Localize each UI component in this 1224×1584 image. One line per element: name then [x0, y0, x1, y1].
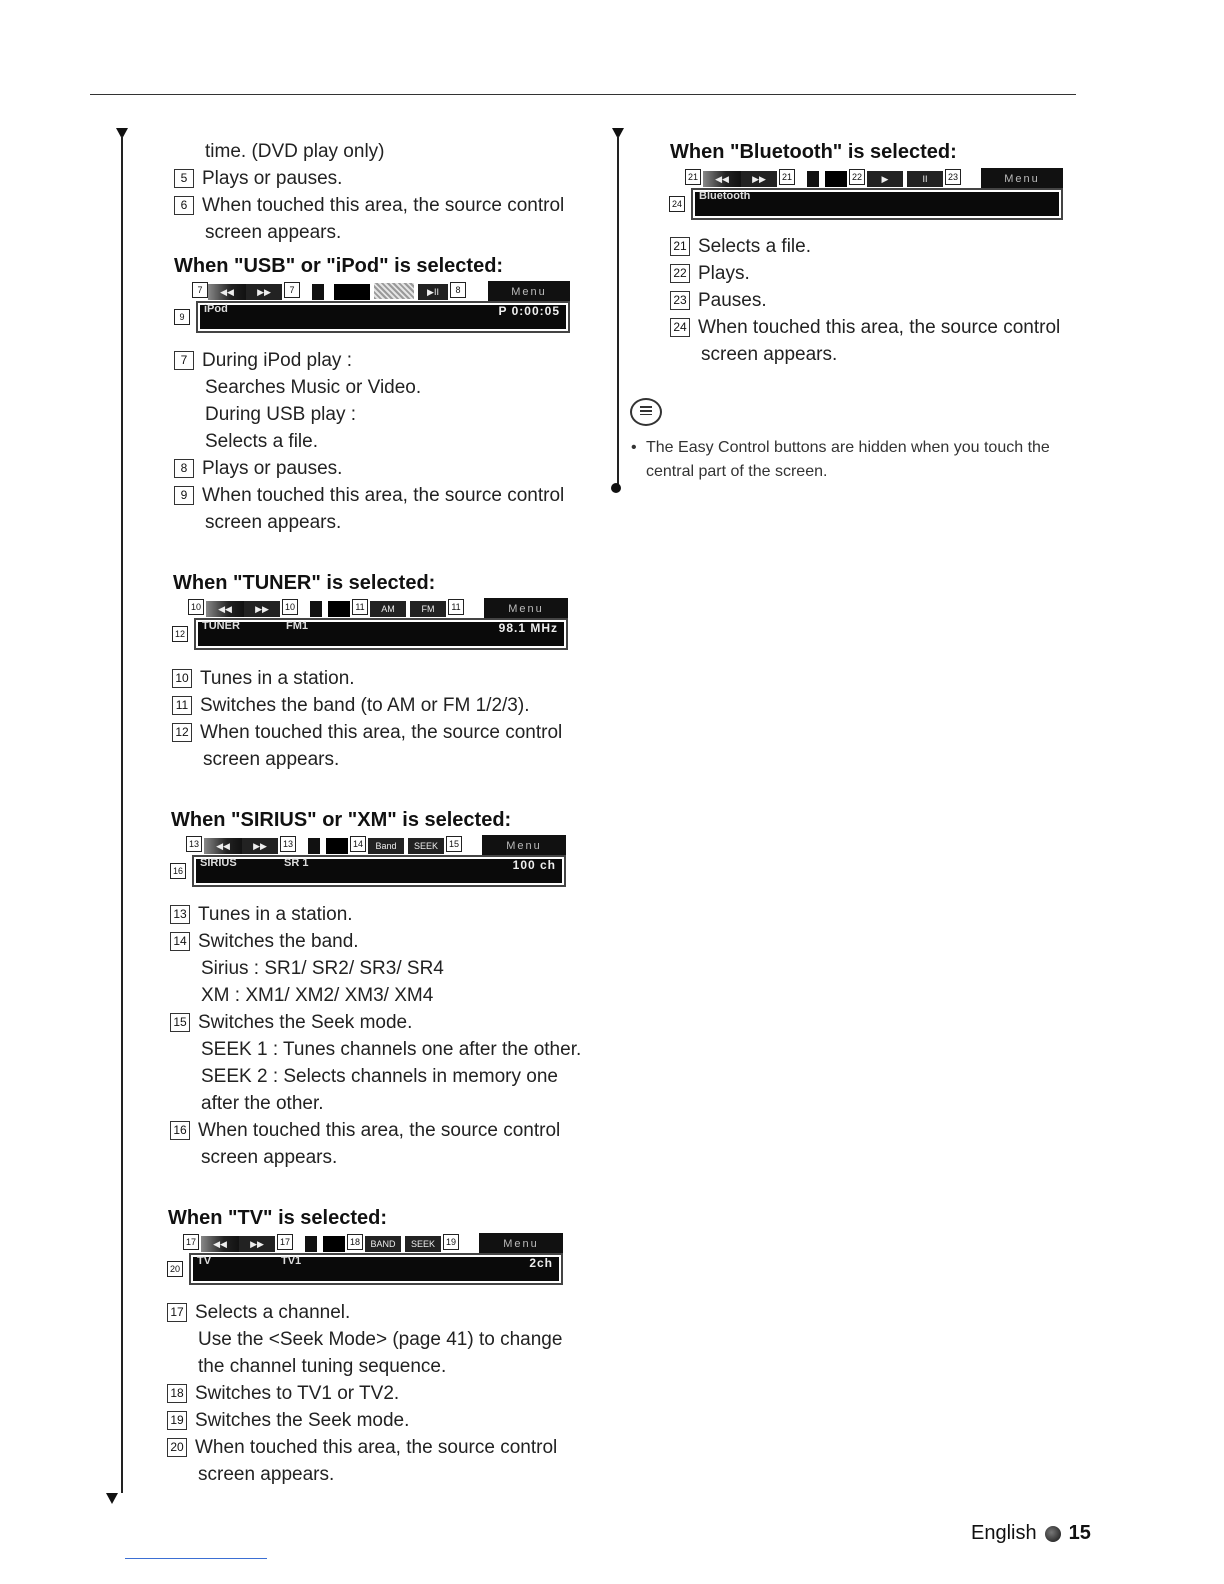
item-text-continued: Selects a file.	[205, 431, 318, 452]
item-number: 23	[670, 291, 690, 310]
source-control-area[interactable]	[194, 618, 568, 650]
callout-number: 13	[186, 836, 202, 852]
list-item	[170, 901, 353, 928]
item-text-continued: Sirius : SR1/ SR2/ SR3/ SR4	[201, 958, 444, 979]
item-number: 16	[170, 1121, 190, 1140]
callout-number: 13	[280, 836, 296, 852]
callout-number: 17	[277, 1234, 293, 1250]
callout-number: 22	[849, 169, 865, 185]
item-text-continued: after the other.	[201, 1093, 324, 1114]
menu-button[interactable]: Menu	[484, 598, 568, 618]
source-control-area[interactable]	[691, 188, 1063, 220]
play-button[interactable]: ▶	[867, 171, 903, 187]
item-text-continued: During USB play :	[205, 404, 357, 425]
note-icon	[630, 398, 662, 426]
seek-mode-button[interactable]: SEEK	[405, 1236, 441, 1252]
tv-heading: When "TV" is selected:	[168, 1207, 388, 1229]
item-text: When touched this area, the source control	[198, 1120, 561, 1141]
list-item	[670, 260, 750, 287]
channel-up-button[interactable]: ▶▶	[242, 838, 278, 854]
source-control-area[interactable]	[189, 1253, 563, 1285]
item-text-continued: screen appears.	[701, 344, 838, 365]
tuner-heading: When "TUNER" is selected:	[173, 572, 436, 594]
slash-divider	[312, 284, 324, 300]
item-text: Switches to TV1 or TV2.	[195, 1383, 400, 1404]
item-number: 12	[172, 723, 192, 742]
source-label: Bluetooth	[699, 190, 751, 202]
list-item	[170, 928, 359, 955]
channel-number: 100 ch	[512, 858, 556, 872]
item-number: 11	[172, 696, 192, 715]
next-track-button[interactable]: ▶▶	[246, 284, 282, 300]
source-control-area[interactable]	[196, 301, 570, 333]
callout-number: 17	[183, 1234, 199, 1250]
globe-icon	[1045, 1526, 1061, 1542]
callout-number: 11	[448, 599, 464, 615]
item-text-continued: SEEK 2 : Selects channels in memory one	[201, 1066, 558, 1087]
seek-up-button[interactable]: ▶▶	[244, 601, 280, 617]
item-number: 8	[174, 459, 194, 478]
slash-divider	[310, 601, 322, 617]
list-item	[174, 482, 564, 509]
playback-time: P 0:00:05	[498, 304, 560, 318]
list-item	[670, 287, 767, 314]
list-item	[174, 192, 564, 219]
play-pause-button[interactable]: ▶II	[418, 284, 448, 300]
spacer	[326, 838, 348, 854]
item-text: When touched this area, the source control	[202, 195, 565, 216]
sirius-heading: When "SIRIUS" or "XM" is selected:	[171, 809, 512, 831]
callout-number: 8	[450, 282, 466, 298]
slash-divider	[308, 838, 320, 854]
usb-easy-control-bar	[174, 281, 570, 335]
callout-number: 23	[945, 169, 961, 185]
item-text: Tunes in a station.	[198, 904, 353, 925]
list-item	[167, 1380, 399, 1407]
callout-number: 10	[188, 599, 204, 615]
list-item	[167, 1299, 350, 1326]
item-text-continued: the channel tuning sequence.	[198, 1356, 447, 1377]
item-text: Plays or pauses.	[202, 458, 343, 479]
callout-number: 7	[192, 282, 208, 298]
item-number: 15	[170, 1013, 190, 1032]
callout-number: 24	[669, 196, 685, 212]
band-label: SR 1	[284, 857, 309, 869]
tuner-easy-control-bar	[172, 598, 568, 652]
band-label: FM1	[286, 620, 308, 632]
page-number: 15	[1068, 1522, 1091, 1544]
spacer	[328, 601, 350, 617]
item-text-continued: screen appears.	[205, 512, 342, 533]
callout-number: 12	[172, 626, 188, 642]
bluetooth-heading: When "Bluetooth" is selected:	[670, 141, 957, 163]
list-item	[174, 455, 342, 482]
column-end-arrow-icon	[106, 1493, 118, 1504]
seek-down-button[interactable]: ◀◀	[206, 601, 244, 617]
item-number: 20	[167, 1438, 187, 1457]
callout-number: 9	[174, 309, 190, 325]
list-item	[167, 1407, 409, 1434]
item-text-continued: screen appears.	[203, 749, 340, 770]
item-text-continued: Searches Music or Video.	[205, 377, 422, 398]
am-button[interactable]: AM	[370, 601, 406, 617]
list-item	[172, 665, 355, 692]
list-item	[174, 165, 342, 192]
item-text-continued: Use the <Seek Mode> (page 41) to change	[198, 1329, 563, 1350]
prev-track-button[interactable]: ◀◀	[208, 284, 246, 300]
page-footer	[971, 1522, 1091, 1545]
search-button[interactable]	[334, 284, 370, 300]
item-number: 10	[172, 669, 192, 688]
item-number: 13	[170, 905, 190, 924]
callout-number: 21	[779, 169, 795, 185]
frequency: 98.1 MHz	[498, 621, 558, 635]
menu-button[interactable]: Menu	[488, 281, 570, 301]
item-text: Switches the Seek mode.	[198, 1012, 413, 1033]
spacer	[825, 171, 847, 187]
column-end-dot-icon	[611, 483, 621, 493]
list-item	[172, 719, 562, 746]
channel-down-button[interactable]: ◀◀	[204, 838, 242, 854]
note-text: The Easy Control buttons are hidden when you touch the	[646, 439, 1050, 456]
seek-mode-button[interactable]: SEEK	[408, 838, 444, 854]
item-text: Switches the Seek mode.	[195, 1410, 410, 1431]
item-text: When touched this area, the source control	[195, 1437, 558, 1458]
spacer	[323, 1236, 345, 1252]
callout-number: 19	[443, 1234, 459, 1250]
menu-button[interactable]: Menu	[981, 168, 1063, 188]
list-item	[670, 314, 1060, 341]
callout-number: 11	[352, 599, 368, 615]
left-column-line	[121, 136, 123, 1493]
menu-button[interactable]: Menu	[482, 835, 566, 855]
item-text: When touched this area, the source control	[202, 485, 565, 506]
item-text: Tunes in a station.	[200, 668, 355, 689]
item-text: When touched this area, the source control	[698, 317, 1061, 338]
list-item	[167, 1434, 557, 1461]
slash-divider	[807, 171, 819, 187]
source-label: TV	[197, 1255, 212, 1267]
callout-number: 18	[347, 1234, 363, 1250]
callout-number: 15	[446, 836, 462, 852]
item-number: 5	[174, 169, 194, 188]
sirius-easy-control-bar	[170, 835, 566, 889]
item-number: 18	[167, 1384, 187, 1403]
callout-number: 16	[170, 863, 186, 879]
item-text: Switches the band.	[198, 931, 359, 952]
item-number: 19	[167, 1411, 187, 1430]
note-text-continued: central part of the screen.	[646, 463, 828, 480]
list-item	[170, 1009, 412, 1036]
item-text: Plays or pauses.	[202, 168, 343, 189]
source-label: iPod	[204, 303, 228, 315]
intro-continuation: time. (DVD play only)	[205, 141, 385, 162]
item-number: 7	[174, 351, 194, 370]
item-text: Plays.	[698, 263, 750, 284]
callout-number: 14	[350, 836, 366, 852]
fm-button[interactable]: FM	[410, 601, 446, 617]
channel-number: 2ch	[529, 1256, 553, 1270]
list-item	[172, 692, 529, 719]
item-text-continued: screen appears.	[201, 1147, 338, 1168]
item-number: 14	[170, 932, 190, 951]
item-number: 22	[670, 264, 690, 283]
list-item	[174, 347, 352, 374]
callout-number: 20	[167, 1261, 183, 1277]
item-text-continued: screen appears.	[205, 222, 342, 243]
list-item	[670, 233, 811, 260]
source-control-area[interactable]	[192, 855, 566, 887]
bluetooth-easy-control-bar	[669, 168, 1063, 222]
item-number: 21	[670, 237, 690, 256]
right-column-line	[617, 136, 619, 484]
hatch-gap	[374, 283, 414, 299]
pause-button[interactable]: II	[907, 171, 943, 187]
item-number: 6	[174, 196, 194, 215]
item-text-continued: XM : XM1/ XM2/ XM3/ XM4	[201, 985, 434, 1006]
channel-up-button[interactable]: ▶▶	[239, 1236, 275, 1252]
item-number: 9	[174, 486, 194, 505]
usb-heading: When "USB" or "iPod" is selected:	[174, 255, 504, 277]
band-button[interactable]: BAND	[365, 1236, 401, 1252]
item-text-continued: screen appears.	[198, 1464, 335, 1485]
item-number: 17	[167, 1303, 187, 1322]
item-number: 24	[670, 318, 690, 337]
slash-divider	[305, 1236, 317, 1252]
item-text: Selects a file.	[698, 236, 811, 257]
note-bullet: •	[631, 439, 637, 456]
item-text: When touched this area, the source control	[200, 722, 563, 743]
callout-number: 7	[284, 282, 300, 298]
item-text: Switches the band (to AM or FM 1/2/3).	[200, 695, 530, 716]
channel-down-button[interactable]: ◀◀	[201, 1236, 239, 1252]
next-file-button[interactable]: ▶▶	[741, 171, 777, 187]
item-text: During iPod play :	[202, 350, 352, 371]
source-label: TUNER	[202, 620, 240, 632]
item-text: Selects a channel.	[195, 1302, 351, 1323]
band-label: TV1	[281, 1255, 302, 1267]
tv-easy-control-bar	[167, 1233, 563, 1287]
menu-button[interactable]: Menu	[479, 1233, 563, 1253]
top-rule	[90, 94, 1076, 95]
callout-number: 21	[685, 169, 701, 185]
prev-file-button[interactable]: ◀◀	[703, 171, 741, 187]
band-button[interactable]: Band	[368, 838, 404, 854]
footer-language: English	[971, 1522, 1037, 1544]
item-text: Pauses.	[698, 290, 767, 311]
bottom-rule	[125, 1558, 267, 1559]
list-item	[170, 1117, 560, 1144]
source-label: SIRIUS	[200, 857, 237, 869]
item-text-continued: SEEK 1 : Tunes channels one after the other.	[201, 1039, 582, 1060]
callout-number: 10	[282, 599, 298, 615]
